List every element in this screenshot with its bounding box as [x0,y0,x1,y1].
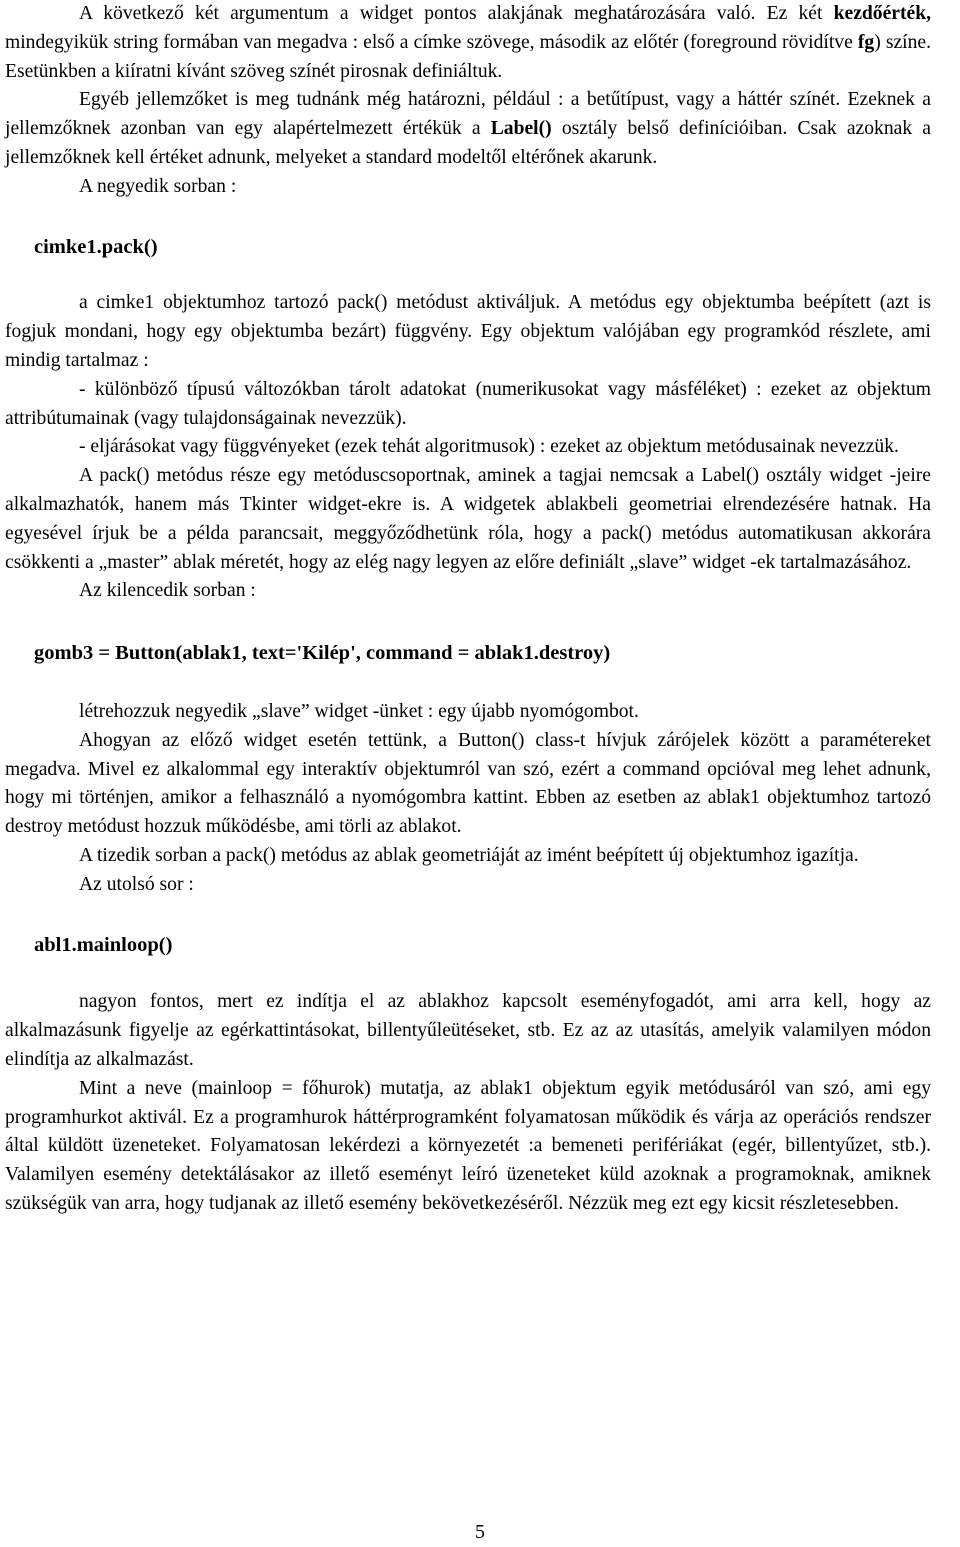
list-item-attributes: - különböző típusú változókban tárolt adatokat (numerikusokat vagy másféléket) : ezeket az objektum attribútumainak (vagy tulajdonságainak nevezzük). [5,378,931,429]
paragraph-pack-geometry: A pack() metódus része egy metóduscsoportnak, aminek a tagjai nemcsak a Label() osztály widget -jeire alkalmazhatók, hanem más Tkinter widget-ekre is. A widgetek ablakbeli geometriai elrendezésére hatnak. Ha egyesével írjuk be a példa parancsait, meggyőződhetünk róla, hogy a pack() metódus automatikusan akkorára csökkenti a „master” ablak méretét, hogy az elég nagy legyen az előre definiált „slave” widget -ek tartalmazásához. [5,465,931,573]
code-cimke1-pack: cimke1.pack() [34,235,158,258]
line-last-row-heading: Az utolsó sor : [79,873,194,895]
line-fourth-row-heading: A negyedik sorban : [79,175,237,197]
paragraph-tenth-row: A tizedik sorban a pack() metódus az ablak geometriáját az imént beépített új objektumhoz igazítja. [79,844,859,866]
line-ninth-row-heading: Az kilencedik sorban : [79,580,256,602]
term-kezdoertek: kezdőérték, [833,3,931,24]
term-fg: fg [857,31,875,53]
paragraph-mainloop-explanation: Mint a neve (mainloop = főhurok) mutatja, az ablak1 objektum egyik metódusáról van szó, ami egy programhurkot aktivál. Ez a programhurok háttérprogramként folyamatosan működik és várja az operációs rendszer által küldött üzeneteket. Folyamatosan lekérdezi a környezetét :a bemeneti perifériákat (egér, billentyűzet, stb.). Valamilyen esemény detektálásakor az illető eseményt leíró üzeneteket küld azoknak a programoknak, amiknek szükségük van arra, hogy tudjanak az illető esemény bekövetkezéséről. Nézzük meg ezt egy kicsit részletesebben. [5,1077,931,1214]
paragraph-mainloop-importance: nagyon fontos, mert ez indítja el az ablakhoz kapcsolt eseményfogadót, ami arra kell, hogy az alkalmazásunk figyelje az egérkattintásokat, billentyűleütéseket, stb. Ez az az utasítás, amelyik valamilyen módon elindítja az alkalmazást. [5,991,931,1070]
page-number: 5 [475,1521,485,1543]
paragraph-pack-method: a cimke1 objektumhoz tartozó pack() metódust aktiváljuk. A metódus egy objektumba beépített (azt is fogjuk mondani, hogy egy objektumba bezárt) függvény. Egy objektum valójában egy programkód részlete, ami mindig tartalmaz : [5,292,931,371]
paragraph-button-class: Ahogyan az előző widget esetén tettünk, a Button() class-t hívjuk zárójelek között a paramétereket megadva. Mivel ez alkalommal egy interaktív objektumról van szó, ezért a command opcióval meg lehet adnunk, hogy mi történjen, amikor a felhasználó a nyomógombra kattint. Ebben az esetben az ablak1 objektumhoz tartozó destroy metódust hozzuk működésbe, ami törli az ablakot. [5,729,931,838]
paragraph-label-arguments: A következő két argumentum a widget pontos alakjának meghatározására való. Ez két kezdőérték, mindegyikük string formában van megadva : első a címke szövege, második az előtér (foreground rövidítve fg) színe. Esetünkben a kiíratni kívánt szöveg színét pirosnak definiáltuk. [5,3,931,82]
term-label: Label() [490,118,552,140]
list-item-methods: - eljárásokat vagy függvényeket (ezek tehát algoritmusok) : ezeket az objektum metódusainak nevezzük. [79,436,899,458]
page-content [5,0,931,1219]
paragraph-new-button: létrehozzuk negyedik „slave” widget -ünket : egy újabb nyomógombot. [79,700,639,722]
code-gomb3-button: gomb3 = Button(ablak1, text='Kilép', command = ablak1.destroy) [34,642,611,665]
paragraph-other-attributes: Egyéb jellemzőket is meg tudnánk még határozni, például : a betűtípust, vagy a háttér színét. Ezeknek a jellemzőknek azonban van egy alapértelmezett értékük a Label() osztály belső definícióiban. Csak azoknak a jellemzőknek kell értéket adnunk, melyeket a standard modeltől eltérőnek akarunk. [5,89,931,168]
code-mainloop: abl1.mainloop() [34,933,173,956]
